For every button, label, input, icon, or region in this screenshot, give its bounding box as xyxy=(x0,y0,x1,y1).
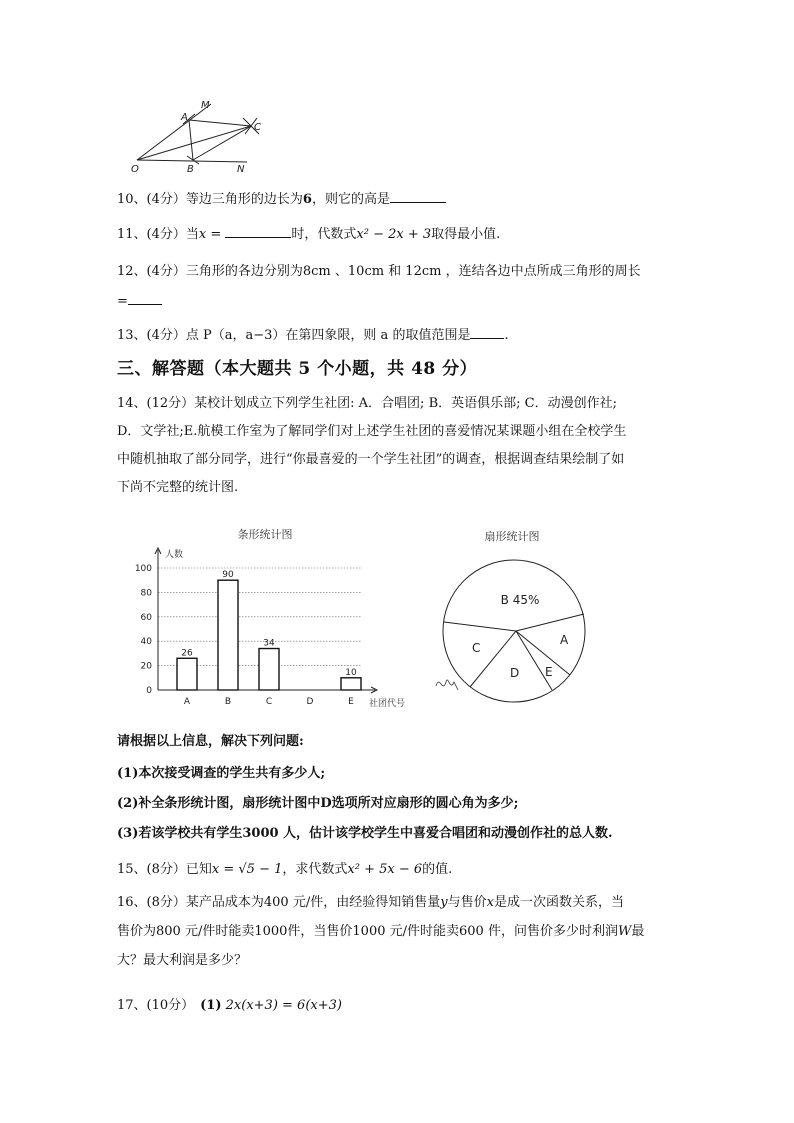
bar-A xyxy=(177,658,197,690)
label-O: O xyxy=(131,164,139,175)
q15-mid: ，求代数式 xyxy=(282,862,348,877)
q10-answer-blank[interactable] xyxy=(390,190,446,203)
pie-scribble xyxy=(436,680,458,690)
q16-y: y xyxy=(440,895,448,910)
pie-chart xyxy=(430,524,605,709)
bar-ytick-label: 80 xyxy=(140,588,152,599)
q14-line3: 中随机抽取了部分同学，进行“你最喜爱的一个学生社团”的调查，根据调查结果绘制了如 xyxy=(117,452,625,467)
pie-line-c-b xyxy=(444,622,516,631)
question-13 xyxy=(117,324,509,343)
q16-line2-wrap xyxy=(117,919,682,945)
bar-chart-xlabel: 社团代号 xyxy=(369,699,406,709)
bar-data-label-A: 26 xyxy=(181,648,193,659)
label-N: N xyxy=(237,164,245,175)
q14-line1: 14、(12分）某校计划成立下列学生社团: A．合唱团; B．英语俱乐部; C．动漫创作社; xyxy=(117,396,617,411)
q13-end: . xyxy=(504,328,509,343)
label-M: M xyxy=(201,100,210,111)
q17-prefix: 17、(10分） xyxy=(117,998,195,1013)
geometry-figure xyxy=(127,98,267,178)
bar-chart-title: 条形统计图 xyxy=(237,528,293,541)
question-17 xyxy=(117,994,342,1013)
pie-label-e: E xyxy=(545,665,553,679)
q10-num: 6 xyxy=(302,192,312,207)
bar-C xyxy=(259,649,279,690)
q14-line2: D．文学社;E.航模工作室为了解同学们对上述学生社团的喜爱情况某课题小组在全校学生 xyxy=(117,424,627,439)
bar-B xyxy=(218,580,238,690)
q12-line1: 12、(4分）三角形的各边分别为8cm 、10cm 和 12cm ，连结各边中点所成三角形的周长 xyxy=(117,264,641,279)
bar-category-C: C xyxy=(265,697,273,707)
question-10 xyxy=(117,188,446,207)
bar-data-label-E: 10 xyxy=(345,667,357,678)
pie-line-b-a xyxy=(516,614,584,631)
q11-expr: x² − 2x + 3 xyxy=(356,227,432,242)
q16-line1a: 16、(8分）某产品成本为400 元/件，由经验得知销售量 xyxy=(117,895,441,910)
bar-data-label-C: 34 xyxy=(263,638,275,649)
label-A: A xyxy=(181,112,188,123)
q11-answer-blank[interactable] xyxy=(225,225,291,238)
q14-line4: 下尚不完整的统计图. xyxy=(117,480,239,495)
bar-ytick-label: 60 xyxy=(140,612,152,623)
q14-part3: (3)若该学校共有学生3000 人，估计该学校学生中喜爱合唱团和动漫创作社的总人数. xyxy=(117,826,613,841)
q15-expr2: x² + 5x − 6 xyxy=(347,862,423,877)
question-14 xyxy=(117,391,682,501)
label-C: C xyxy=(254,122,261,133)
q13-text: 13、(4分）点 P（a，a−3）在第四象限，则 a 的取值范围是 xyxy=(117,328,471,343)
q16-line1c: 是成一次函数关系，当 xyxy=(493,895,624,910)
q17-expr: 2x(x+3) = 6(x+3) xyxy=(225,998,342,1013)
q16-line1 xyxy=(117,890,682,916)
q10-suffix: ，则它的高是 xyxy=(311,192,390,207)
q12-line2: = xyxy=(117,294,128,309)
pie-label-b: B 45% xyxy=(500,593,540,607)
section-3-title: 三、解答题（本大题共 5 个小题，共 48 分） xyxy=(117,359,478,379)
question-12 xyxy=(117,260,641,279)
q10-prefix: 10、(4分）等边三角形的边长为 xyxy=(117,192,303,207)
q16-line2: 售价为800 元/件时能卖1000件，当售价1000 元/件时能卖600 件，问售价多少时利润 xyxy=(117,924,618,939)
question-16 xyxy=(117,890,682,974)
q14-intro: 请根据以上信息，解决下列问题: xyxy=(117,734,304,749)
pie-chart-title: 扇形统计图 xyxy=(484,530,540,543)
q16-line2end: 最 xyxy=(631,924,645,939)
bar-chart xyxy=(125,524,420,714)
question-11 xyxy=(117,223,500,242)
q13-answer-blank[interactable] xyxy=(470,326,504,339)
bar-E xyxy=(341,678,361,690)
pie-label-a: A xyxy=(560,633,569,647)
q16-line3: 大？最大利润是多少？ xyxy=(117,953,248,968)
question-12-line2 xyxy=(117,292,162,309)
q15-suffix: 的值. xyxy=(422,862,453,877)
q14-part1: (1)本次接受调查的学生共有多少人; xyxy=(117,766,326,781)
q14-part2: (2)补全条形统计图，扇形统计图中D选项所对应扇形的圆心角为多少; xyxy=(117,796,519,811)
bar-ytick-label: 40 xyxy=(140,637,152,648)
q15-expr1: x = √5 − 1 xyxy=(211,862,283,877)
bar-ytick-label: 20 xyxy=(140,661,152,672)
q11-prefix: 11、(4分）当 xyxy=(117,227,199,242)
pie-label-d: D xyxy=(510,666,520,680)
bar-category-A: A xyxy=(183,697,191,707)
pie-line-d-e xyxy=(516,631,552,690)
pie-label-c: C xyxy=(472,641,481,655)
q16-line1b: 与售价 xyxy=(447,895,487,910)
q15-prefix: 15、(8分）已知 xyxy=(117,862,212,877)
q11-suffix2: 取得最小值. xyxy=(431,227,501,242)
q16-w: W xyxy=(617,924,632,939)
q11-eq: = xyxy=(206,227,226,242)
bar-ytick-label: 100 xyxy=(134,564,152,574)
q17-part: (1) xyxy=(200,998,222,1013)
bar-data-label-B: 90 xyxy=(222,570,234,581)
bar-category-E: E xyxy=(348,697,354,707)
bar-chart-ylabel: 人数 xyxy=(165,550,184,560)
bar-category-B: B xyxy=(224,697,232,707)
bar-category-D: D xyxy=(306,697,314,707)
q11-suffix1: 时，代数式 xyxy=(291,227,357,242)
bar-ytick-label: 0 xyxy=(146,686,152,696)
question-15 xyxy=(117,858,452,877)
q12-answer-blank[interactable] xyxy=(128,292,162,305)
q11-var: x xyxy=(198,227,207,242)
q16-x: x xyxy=(486,895,494,910)
label-B: B xyxy=(187,164,194,175)
